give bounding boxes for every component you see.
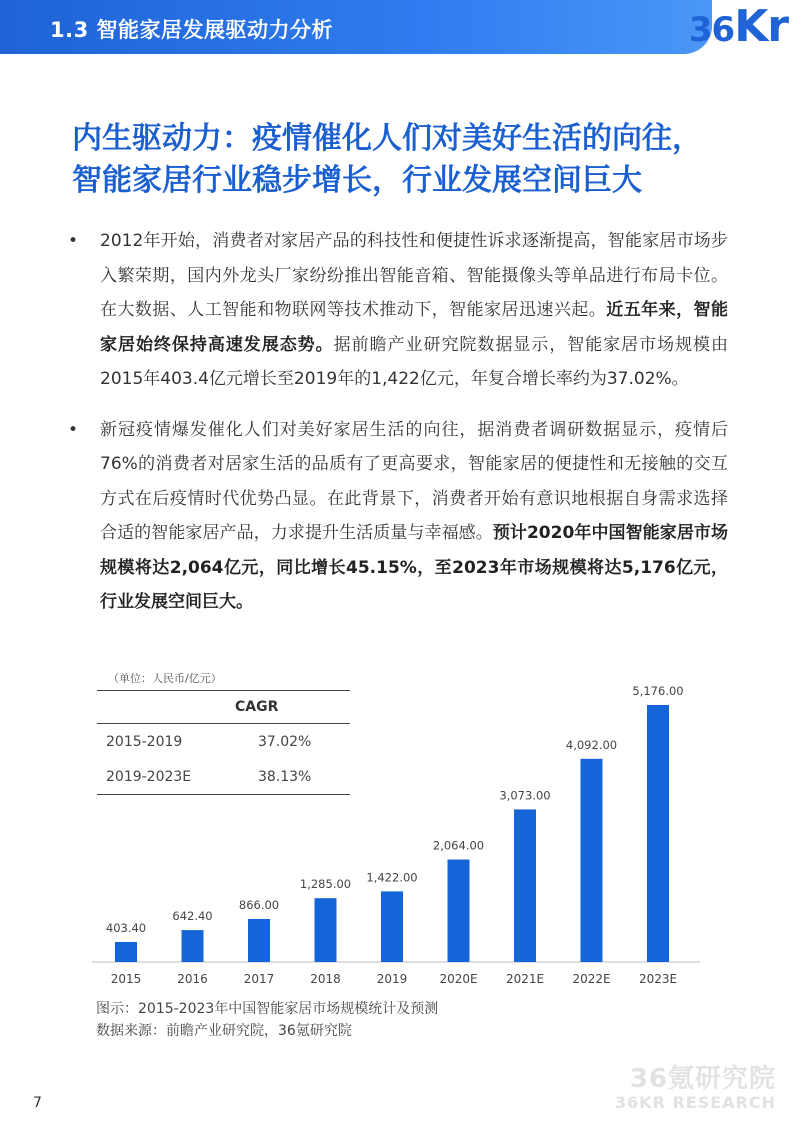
- x-tick-label: 2016: [177, 972, 208, 986]
- watermark-cn: 36氪研究院: [629, 1064, 776, 1094]
- cagr-period: 2019-2023E: [97, 759, 258, 795]
- data-label: 3,073.00: [499, 788, 551, 803]
- data-label: 5,176.00: [632, 684, 684, 698]
- bullet-dot: •: [68, 419, 79, 440]
- bullet-bold-text: 近五年来，智能家居始终保持高速发展态势。: [100, 300, 729, 355]
- bar-2023E: [647, 705, 669, 962]
- cagr-header: CAGR: [97, 691, 350, 724]
- bullet-dot: •: [68, 231, 79, 251]
- cagr-period: 2015-2019: [106, 733, 183, 750]
- bullet-text: 2012年开始，消费者对家居产品的科技性和便捷性诉求逐渐提高，智能家居市场步入繁荣期，国内外龙头厂家纷纷推出智能音箱、智能摄像头等单品进行布局卡位。在大数据、人工智能和物联网等技术推动下，智能家居迅速兴起。: [100, 231, 728, 320]
- x-tick-label: 2020E: [439, 972, 478, 986]
- figure-caption: [96, 998, 438, 1042]
- x-tick-label: 2015: [110, 972, 142, 986]
- data-label: 1,285.00: [299, 877, 352, 892]
- page-number: 7: [33, 1095, 42, 1111]
- x-tick-label: 2018: [310, 972, 341, 986]
- data-label: 642.40: [172, 909, 213, 924]
- figure-title: 图示：2015-2023年中国智能家居市场规模统计及预测: [96, 1001, 439, 1017]
- bar-2017: [248, 919, 270, 962]
- bar-2022E: [581, 759, 603, 962]
- section-title: 1.3 智能家居发展驱动力分析: [50, 18, 334, 42]
- data-label: 866.00: [238, 898, 280, 913]
- bar-2020E: [448, 860, 470, 962]
- data-label: 1,422.00: [366, 870, 418, 885]
- x-tick-label: 2019: [376, 972, 408, 986]
- cagr-value: 38.13%: [258, 759, 350, 795]
- x-tick-label: 2017: [243, 972, 275, 986]
- watermark-en: 36KR RESEARCH: [614, 1093, 776, 1112]
- bar-2018: [315, 898, 337, 962]
- logo-kr: Kr: [734, 1, 788, 52]
- x-tick-label: 2023E: [638, 972, 678, 986]
- bullet-bold-text: 预计2020年中国智能家居市场规模将达2,064亿元，同比增长45.15%，至2023年市场规模将达5,176亿元，行业发展空间巨大。: [100, 523, 728, 612]
- x-tick-label: 2022E: [572, 972, 611, 986]
- bullet-text: 据前瞻产业研究院数据显示，智能家居市场规模由2015年403.4亿元增长至2019年的1,422亿元，年复合增长率约为37.02%。: [100, 334, 729, 389]
- headline-line-2: 智能家居行业稳步增长，行业发展空间巨大: [72, 163, 642, 198]
- bullet-text: 新冠疫情爆发催化人们对美好家居生活的向往，据消费者调研数据显示，疫情后76%的消费者对居家生活的品质有了更高要求，智能家居的便捷性和无接触的交互方式在后疫情时代优势凸显。在此背景下，消费者开始有意识地根据自身需求选择合适的智能家居产品，力求提升生活质量与幸福感。: [100, 419, 728, 543]
- logo-number: 36: [688, 10, 735, 50]
- watermark: [615, 1058, 776, 1112]
- data-label: 4,092.00: [565, 737, 618, 752]
- headline-line-1: 内生驱动力：疫情催化人们对美好生活的向往，: [72, 121, 702, 156]
- chart-unit-label: （单位：人民币/亿元）: [108, 672, 222, 685]
- cagr-value: 37.02%: [257, 733, 312, 750]
- bar-2021E: [514, 809, 536, 962]
- bar-2016: [182, 930, 204, 962]
- data-label: 2,064.00: [432, 838, 485, 853]
- bar-2015: [115, 942, 137, 962]
- data-source: 数据来源：前瞻产业研究院，36氪研究院: [96, 1023, 352, 1039]
- x-tick-label: 2021E: [505, 972, 545, 986]
- data-label: 403.40: [105, 920, 147, 935]
- bar-2019: [381, 891, 403, 962]
